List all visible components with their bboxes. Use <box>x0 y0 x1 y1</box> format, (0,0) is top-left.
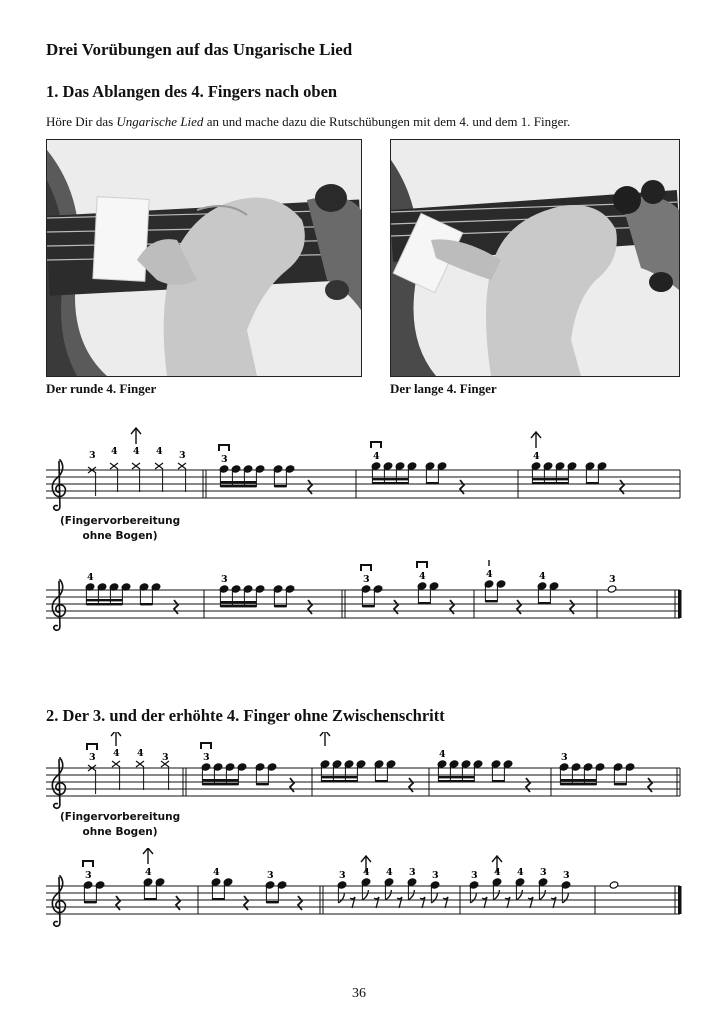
beam <box>438 776 474 778</box>
beam <box>274 485 286 487</box>
finger-number: 3 <box>471 870 478 881</box>
beam <box>375 780 387 782</box>
treble-clef-icon <box>52 580 65 630</box>
intro-after: an und mache dazu die Rutschübungen mit dem 4. und dem 1. Finger. <box>203 114 571 129</box>
finger-number: 4 <box>156 446 163 457</box>
prep-note-1-line1: (Fingervorbereitung <box>60 515 181 527</box>
finger-number: 3 <box>609 574 616 585</box>
intro-text <box>46 114 570 130</box>
quarter-rest-icon <box>517 600 521 614</box>
finger-number: 4 <box>486 569 493 580</box>
finger-number: 4 <box>113 748 120 759</box>
beam <box>266 901 278 903</box>
note-flag <box>562 893 568 903</box>
finger-number: 4 <box>133 446 140 457</box>
finger-number: 4 <box>419 571 426 582</box>
page-number: 36 <box>352 986 366 1001</box>
eighth-rest-icon <box>482 897 487 908</box>
note-flag <box>385 890 391 900</box>
finger-number: 4 <box>517 867 524 878</box>
final-barline <box>678 590 682 618</box>
quarter-rest-icon <box>620 480 624 494</box>
beam <box>86 603 122 605</box>
beam <box>256 783 268 785</box>
eighth-rest-icon <box>350 897 355 908</box>
beam <box>538 602 550 604</box>
quarter-rest-icon <box>648 778 652 792</box>
finger-number: 4 <box>213 867 220 878</box>
note-flag <box>516 890 522 900</box>
finger-number: 4 <box>533 451 540 462</box>
beam <box>220 601 256 603</box>
intro-italic: Ungarische Lied <box>116 114 204 129</box>
x-note-head <box>110 463 118 469</box>
page-title: Drei Vorübungen auf das Ungarische Lied <box>46 40 353 59</box>
finger-number: 3 <box>363 574 370 585</box>
prep-note-2-line2: ohne Bogen) <box>82 826 158 838</box>
finger-number: 4 <box>439 749 446 760</box>
quarter-rest-icon <box>176 896 180 910</box>
beam <box>418 602 430 604</box>
eighth-rest-icon <box>420 897 425 908</box>
note-flag <box>539 890 545 900</box>
treble-clef-icon <box>52 876 65 926</box>
finger-number: 3 <box>540 867 547 878</box>
beam <box>438 780 474 782</box>
treble-clef-icon <box>52 460 65 510</box>
finger-number: 4 <box>373 451 380 462</box>
eighth-rest-icon <box>397 897 402 908</box>
down-bow-icon <box>83 861 93 867</box>
note-flag <box>362 890 368 900</box>
staff-system-4 <box>46 848 686 943</box>
beam <box>372 482 408 484</box>
beam <box>321 776 357 778</box>
note-flag <box>408 890 414 900</box>
eighth-rest-icon <box>443 897 448 908</box>
x-note-head <box>132 463 140 469</box>
up-arrow-icon <box>111 732 121 746</box>
x-note-head <box>178 463 186 469</box>
finger-number: 3 <box>162 752 169 763</box>
x-note-head <box>155 463 163 469</box>
quarter-rest-icon <box>460 480 464 494</box>
beam <box>485 600 497 602</box>
beam <box>220 481 256 483</box>
finger-number: 4 <box>145 867 152 878</box>
finger-number: 3 <box>221 574 228 585</box>
finger-number: 3 <box>339 870 346 881</box>
quarter-rest-icon <box>308 600 312 614</box>
staff-system-2 <box>46 560 686 655</box>
x-note-head <box>112 761 120 767</box>
beam <box>220 605 256 607</box>
quarter-rest-icon <box>526 778 530 792</box>
beam <box>220 485 256 487</box>
quarter-rest-icon <box>244 896 248 910</box>
beam <box>532 482 568 484</box>
up-arrow-icon <box>531 432 541 448</box>
beam <box>614 783 626 785</box>
beam <box>202 783 238 785</box>
finger-number: 3 <box>89 450 96 461</box>
beam <box>492 780 504 782</box>
eighth-rest-icon <box>505 897 510 908</box>
prep-note-1-line2: ohne Bogen) <box>82 530 158 542</box>
quarter-rest-icon <box>409 778 413 792</box>
quarter-rest-icon <box>394 600 398 614</box>
finger-number: 3 <box>267 870 274 881</box>
quarter-rest-icon <box>308 480 312 494</box>
up-arrow-icon <box>320 732 330 746</box>
finger-number: 4 <box>494 867 501 878</box>
beam <box>321 780 357 782</box>
finger-number: 4 <box>87 572 94 583</box>
finger-number: 3 <box>432 870 439 881</box>
beam <box>362 605 374 607</box>
down-bow-icon <box>371 442 381 448</box>
finger-number: 4 <box>111 446 118 457</box>
beam <box>532 478 568 480</box>
eighth-rest-icon <box>374 897 379 908</box>
beam <box>84 901 96 903</box>
finger-number: 3 <box>89 752 96 763</box>
quarter-rest-icon <box>298 896 302 910</box>
quarter-rest-icon <box>450 600 454 614</box>
beam <box>560 783 596 785</box>
note-flag <box>338 893 344 903</box>
finger-number: 3 <box>561 752 568 763</box>
note-head <box>607 585 617 593</box>
finger-number: 3 <box>563 870 570 881</box>
down-bow-icon <box>361 565 371 571</box>
beam <box>426 482 438 484</box>
eighth-rest-icon <box>528 897 533 908</box>
beam <box>86 599 122 601</box>
finger-number: 4 <box>386 867 393 878</box>
section-2-title: 2. Der 3. und der erhöhte 4. Finger ohne Zwischenschritt <box>46 706 445 725</box>
down-bow-icon <box>87 744 97 750</box>
staff-system-1 <box>46 420 686 525</box>
down-bow-icon <box>417 562 427 568</box>
beam <box>140 603 152 605</box>
final-barline <box>678 886 682 914</box>
beam <box>560 779 596 781</box>
beam <box>372 478 408 480</box>
note-flag <box>431 893 437 903</box>
finger-number: 3 <box>409 867 416 878</box>
intro-before: Höre Dir das <box>46 114 117 129</box>
finger-number: 3 <box>179 450 186 461</box>
prep-note-2 <box>60 810 180 840</box>
finger-number: 4 <box>137 748 144 759</box>
photo-round-finger <box>46 139 362 377</box>
caption-long-finger: Der lange 4. Finger <box>390 381 497 396</box>
note-head <box>609 881 619 889</box>
finger-number: 3 <box>203 752 210 763</box>
finger-number: 3 <box>221 454 228 465</box>
x-note-head <box>136 761 144 767</box>
quarter-rest-icon <box>116 896 120 910</box>
up-arrow-icon <box>484 560 494 566</box>
prep-note-2-line1: (Fingervorbereitung <box>60 811 181 823</box>
caption-round-finger: Der runde 4. Finger <box>46 381 157 396</box>
up-arrow-icon <box>143 848 153 864</box>
down-bow-icon <box>219 445 229 451</box>
treble-clef-icon <box>52 758 65 808</box>
quarter-rest-icon <box>570 600 574 614</box>
finger-number: 4 <box>363 867 370 878</box>
finger-number: 3 <box>85 870 92 881</box>
note-flag <box>493 890 499 900</box>
finger-number: 4 <box>539 571 546 582</box>
beam <box>202 779 238 781</box>
beam <box>274 605 286 607</box>
beam <box>586 482 598 484</box>
eighth-rest-icon <box>551 897 556 908</box>
down-bow-icon <box>201 743 211 749</box>
quarter-rest-icon <box>290 778 294 792</box>
photo-long-finger <box>390 139 680 377</box>
note-flag <box>470 893 476 903</box>
beam <box>212 898 224 900</box>
up-arrow-icon <box>131 428 141 444</box>
beam <box>144 898 156 900</box>
quarter-rest-icon <box>174 600 178 614</box>
section-1-title: 1. Das Ablangen des 4. Fingers nach oben <box>46 82 338 101</box>
prep-note-1 <box>60 514 180 544</box>
